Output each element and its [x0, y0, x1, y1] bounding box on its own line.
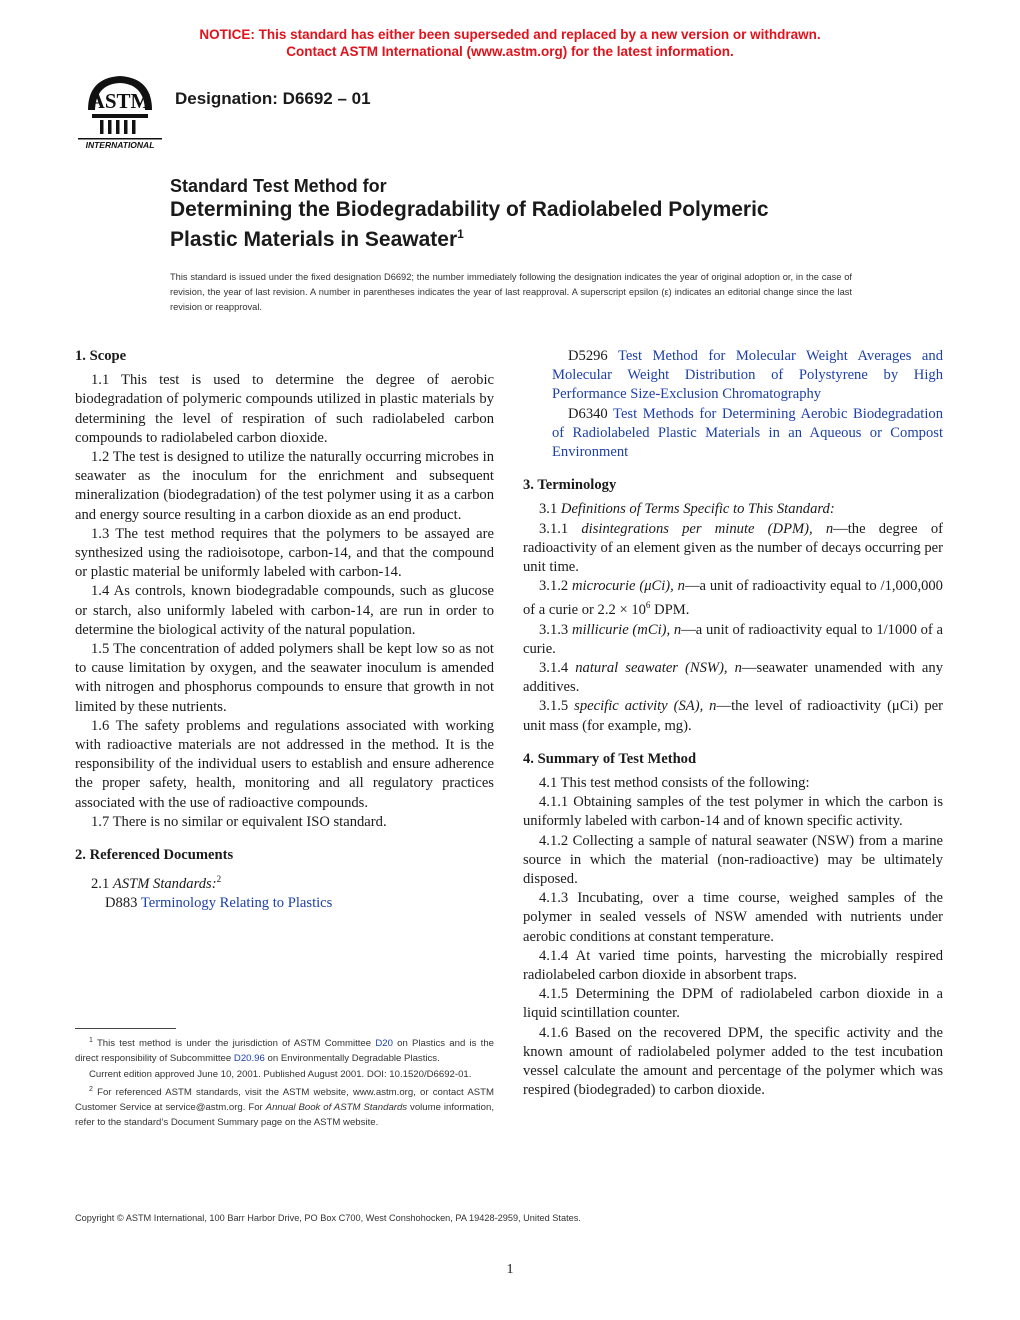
footnote-mark: 2 — [89, 1085, 93, 1093]
copyright-line: Copyright © ASTM International, 100 Barr Harbor Drive, PO Box C700, West Conshohocken, PA 19428-2959, United States. — [75, 1213, 581, 1223]
title-line-3-text: Plastic Materials in Seawater — [170, 228, 458, 251]
footnote-2 — [75, 1082, 494, 1131]
term-number: 3.1.2 — [539, 578, 569, 595]
term-definition: —seawater unamended with any additives. — [523, 659, 943, 696]
paragraph-1-5: 1.5 The concentration of added polymers shall be kept low so as not to cause limitation by oxygen, and the seawater inoculum is amended with nitrogen and phosphorus compounds to ensure that growth in not limited by these nutrients. — [75, 641, 494, 715]
footnote-text: on Plastics and is the direct responsibility of Subcommittee — [75, 1038, 494, 1065]
term-name: specific activity (SA), n — [574, 698, 717, 715]
paragraph-1-3: 1.3 The test method requires that the polymers to be assayed are synthesized using the radioisotope, carbon-14, and that the compound or plastic material be uniformly labeled with carbon-14. — [75, 525, 494, 581]
paragraph-3-1-5 — [523, 697, 943, 735]
issuance-note: This standard is issued under the fixed designation D6692; the number immediately following the designation indicates the year of original adoption or, in the case of revision, the year of last revision. A number in parentheses indicates the year of last reapproval. A superscript epsilon (ε) indicates an editorial change since the last revision or reapproval. — [170, 272, 852, 312]
logo-subtext: INTERNATIONAL — [85, 140, 155, 150]
paragraph-4-1-5: 4.1.5 Determining the DPM of radiolabeled carbon dioxide in a liquid scintillation counter. — [523, 986, 943, 1022]
paragraph-4-1-1: 4.1.1 Obtaining samples of the test polymer in which the carbon is uniformly labeled with carbon-14 and of known specific activity. — [523, 794, 943, 830]
paragraph-3-1-2 — [523, 577, 943, 620]
paragraph-4-1-6: 4.1.6 Based on the recovered DPM, the specific activity and the known amount of radiolabeled polymer added to the test incubation vessel calculate the amount and percentage of the polymer which was respired (biodegraded) to carbon dioxide. — [523, 1024, 943, 1099]
paragraph-2-1-label: ASTM Standards: — [112, 876, 217, 893]
logo-text: ASTM — [89, 89, 151, 113]
paragraph-1-1: 1.1 This test is used to determine the degree of aerobic biodegradation of polymeric compounds utilized in plastic materials by determining the level of respiration of such radiolabeled carbon compounds to radiolabeled carbon dioxide. — [75, 372, 494, 446]
paragraph-1-2: 1.2 The test is designed to utilize the naturally occurring microbes in seawater as the inoculum for the enrichment and subsequent mineralization (biodegradation) of the test polymer using it as a carbon and energy source resulting in a carbon dioxide as an end product. — [75, 449, 494, 523]
footnote-text: on Environmentally Degradable Plastics. — [264, 1053, 440, 1065]
footnote-edition: Current edition approved June 10, 2001. Published August 2001. DOI: 10.1520/D6692-01. — [89, 1068, 472, 1080]
notice-line-2: Contact ASTM International (www.astm.org) for the latest information. — [286, 44, 734, 59]
footnote-text: This test method is under the jurisdiction of ASTM Committee — [92, 1038, 376, 1050]
right-column — [523, 347, 943, 1100]
page-number: 1 — [506, 1262, 514, 1277]
reference-link-d883[interactable]: Terminology Relating to Plastics — [140, 895, 333, 912]
footnote-text: For referenced ASTM standards, visit the ASTM website, www.astm.org, or contact ASTM Customer Service at service@astm.org. For — [75, 1086, 494, 1114]
paragraph-4-1-4: 4.1.4 At varied time points, harvesting the microbially respired radiolabeled carbon dioxide in absorbent traps. — [523, 947, 943, 983]
paragraph-3-1-3 — [523, 621, 943, 659]
reference-code: D5296 — [568, 348, 608, 364]
reference-d5296 — [523, 347, 943, 405]
title-line-1: Standard Test Method for — [170, 176, 387, 196]
paragraph-2-1 — [75, 870, 494, 894]
paragraph-4-1-3: 4.1.3 Incubating, over a time course, weighed samples of the polymer in sealed vessels of NSW amended with nutrients under aerobic conditions at constant temperature. — [523, 890, 943, 945]
term-number: 3.1.3 — [539, 621, 569, 638]
section-heading-scope: 1. Scope — [75, 348, 127, 364]
term-definition: —the level of radioactivity (μCi) per unit mass (for example, mg). — [523, 698, 944, 734]
paragraph-3-1-number: 3.1 — [539, 501, 558, 518]
astm-logo — [72, 70, 168, 154]
paragraph-1-4: 1.4 As controls, known biodegradable compounds, such as glucose or starch, also uniformly labeled with carbon-14, are run in order to determine the biological activity of the natural population. — [75, 583, 494, 638]
term-number: 3.1.5 — [539, 698, 569, 715]
notice-line-1: NOTICE: This standard has either been superseded and replaced by a new version or withdrawn. — [199, 27, 821, 42]
term-definition-end: DPM. — [650, 602, 690, 619]
footnotes — [75, 1033, 494, 1131]
footnote-text: volume information, refer to the standard’s Document Summary page on the ASTM website. — [75, 1102, 494, 1129]
reference-d883 — [75, 894, 494, 913]
designation: Designation: D6692 – 01 — [175, 89, 371, 108]
paragraph-3-1-label: Definitions of Terms Specific to This Standard: — [560, 501, 835, 518]
paragraph-2-1-footnote-mark: 2 — [216, 874, 222, 885]
paragraph-4-1: 4.1 This test method consists of the following: — [539, 774, 810, 791]
section-heading-terminology: 3. Terminology — [523, 477, 617, 494]
paragraph-3-1-4 — [523, 659, 943, 697]
term-definition: —the degree of radioactivity of an element given as the number of decays occurring per unit time. — [523, 520, 943, 576]
footnote-divider — [75, 1028, 176, 1029]
subcommittee-link[interactable]: D20.96 — [233, 1053, 265, 1065]
title-line-3 — [170, 222, 930, 252]
section-heading-summary: 4. Summary of Test Method — [523, 750, 697, 767]
astm-logo-graphic — [72, 70, 168, 154]
exponent: 6 — [645, 600, 651, 611]
left-column — [75, 347, 494, 914]
term-number: 3.1.1 — [539, 520, 569, 537]
paragraph-3-1-1 — [523, 520, 943, 578]
paragraph-2-1-number: 2.1 — [91, 876, 110, 893]
reference-code: D883 — [105, 895, 138, 912]
paragraph-3-1 — [523, 500, 943, 519]
section-heading-referenced: 2. Referenced Documents — [75, 847, 234, 864]
paragraph-1-7: 1.7 There is no similar or equivalent ISO standard. — [91, 813, 387, 830]
footnote-italic: Annual Book of ASTM Standards — [265, 1102, 408, 1114]
term-definition: —a unit of radioactivity equal to /1,000,000 of a curie or 2.2 × 10 — [523, 578, 943, 619]
title-line-2: Determining the Biodegradability of Radiolabeled Polymeric — [170, 198, 769, 221]
reference-link-d5296[interactable]: Test Method for Molecular Weight Averages and Molecular Weight Distribution of Polystyrene by High Performance Size-Exclusion Chromatography — [552, 348, 943, 403]
reference-link-d6340[interactable]: Test Methods for Determining Aerobic Biodegradation of Radiolabeled Plastic Materials in an Aqueous or Compost Environment — [552, 405, 944, 461]
paragraph-1-6: 1.6 The safety problems and regulations associated with working with radioactive materials are not addressed in the method. It is the responsibility of the individual users to establish and ensure adherence the proper safety, health, monitoring and all regulatory practices associated with the use of radioactive compounds. — [75, 717, 494, 811]
footnote-mark: 1 — [89, 1037, 93, 1044]
term-name: disintegrations per minute (DPM), n — [581, 520, 834, 537]
footnote-1 — [75, 1033, 494, 1067]
title-footnote-mark: 1 — [457, 227, 464, 241]
document-title — [170, 175, 930, 252]
term-name: millicurie (mCi), n — [571, 621, 682, 638]
supersession-notice — [0, 26, 1020, 60]
term-number: 3.1.4 — [539, 659, 569, 676]
paragraph-4-1-2: 4.1.2 Collecting a sample of natural seawater (NSW) from a marine source in which the material (non-radioactive) may be ultimately disposed. — [523, 832, 943, 887]
term-name: microcurie (μCi), n — [572, 578, 685, 595]
term-name: natural seawater (NSW), n — [575, 659, 742, 676]
term-definition: —a unit of radioactivity equal to 1/1000 of a curie. — [523, 621, 943, 657]
reference-d6340 — [523, 405, 943, 463]
committee-link[interactable]: D20 — [375, 1038, 393, 1050]
reference-code: D6340 — [568, 405, 608, 422]
